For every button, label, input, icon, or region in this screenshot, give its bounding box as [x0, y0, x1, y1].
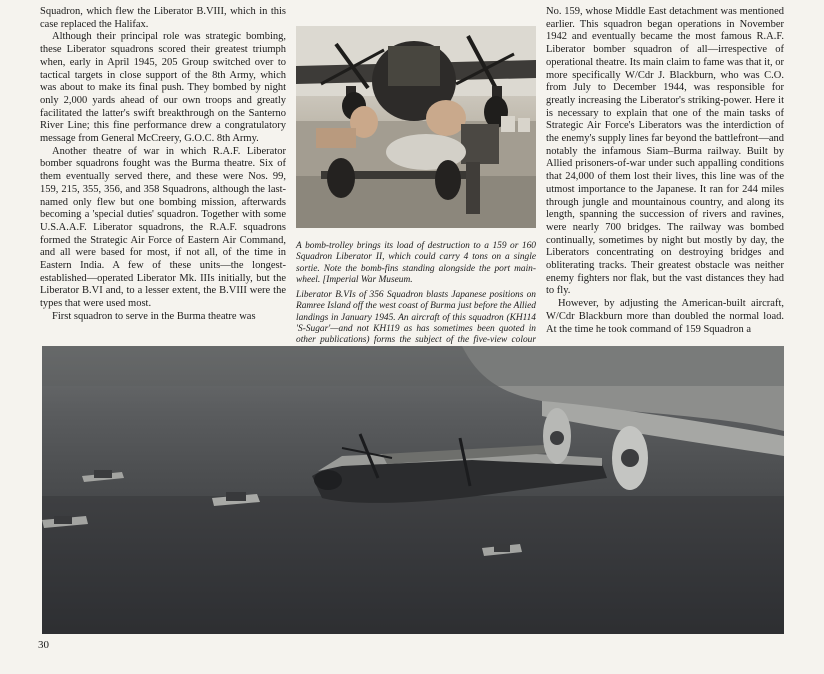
- paragraph: Squadron, which flew the Liberator B.VIII, which in this case replaced the Halifax.: [40, 6, 286, 30]
- paragraph: No. 159, whose Middle East detachment was mentioned earlier. This squadron began operations in November 1942 and eventually became the most famous R.A.F. Liberator bomber squadron of all—irrespective of operational theatre. Its main claim to fame was that it, or more specifically W/Cdr J. Blackburn, who was C.O. from July to December 1944, was responsible for greatly increasing the Liberator's striking-power. Here it is necessary to explain that one of the main tasks of Strategic Air Force's Liberators was the interdiction of the enemy's supply lines far beyond the battlefront—and notably the infamous Siam–Burma railway. Built by Allied prisoners-of-war under such appalling conditions that 24,000 of them lost their lives, this line was of the utmost importance to the Japanese. It ran for 244 miles through jungle and mountainous country, and along its length, spanning the succession of rivers and ravines, were nearly 700 bridges. The railway was bombed continually, sometimes by night but mostly by day, the Liberators concentrating on destroying bridges and obliterating tracks. Their greatest obstacle was neither enemy fighters nor flak, but the vast distances they had to fly.: [546, 6, 784, 297]
- paragraph: However, by adjusting the American-built aircraft, W/Cdr Blackburn more than doubled the normal load. At the time he took command of 159 Squadron a: [546, 298, 784, 335]
- paragraph: Another theatre of war in which R.A.F. Liberator bomber squadrons fought was the Burma theatre. Six of them eventually served there, and these were Nos. 99, 159, 215, 355, 356, and 358 Squadrons, although the last-named only flew but one bombing mission, afterwards becoming a 'special duties' squadron. Together with some U.S.A.A.F. Liberator squadrons, the R.A.F. squadrons formed the Strategic Air Force of Eastern Air Command, and all were based for most, if not all, of the time in Eastern India. A few of these units—the longest-established—operated Liberator Mk. IIIs initially, but the Liberator B.VI and, to a lesser extent, the B.VIII were the types that were used most.: [40, 145, 286, 310]
- left-text-column: [40, 6, 286, 324]
- top-photo-caption: A bomb-trolley brings its load of destruction to a 159 or 160 Squadron Liberator II, which could carry 4 tons on a single sortie. Note the bomb-fins standing alongside the port main-wheel. [Imperial War Museum.: [296, 241, 536, 285]
- distant-bomber: [82, 470, 124, 482]
- page-number: 30: [38, 639, 49, 651]
- paragraph: First squadron to serve in the Burma theatre was: [52, 310, 256, 322]
- liberator-formation-photo: [42, 346, 784, 634]
- big-photo-caption: Liberator B.VIs of 356 Squadron blasts Japanese positions on Ramree Island off the west coast of Burma just before the Allied landings in January 1945. An aircraft of this squadron (KH114 'S-Sugar'—and not KH119 as has sometimes been quoted in other publications) forms the subject of the five-view colour: [296, 290, 536, 345]
- bomb-trolley-photo: [296, 26, 536, 228]
- paragraph: Although their principal role was strategic bombing, these Liberator squadrons scored their greatest triumph when, early in April 1945, 205 Group switched over to tactical targets in close support of the 8th Army, which was about to make its final push. They bombed by night only 2,000 yards ahead of our own troops and greatly facilitated the latter's swift breakthrough on the Santerno River Line; this fine performance drew a congratulatory message from General McCreery, G.O.C. 8th Army.: [40, 31, 286, 145]
- right-text-column: [546, 6, 784, 336]
